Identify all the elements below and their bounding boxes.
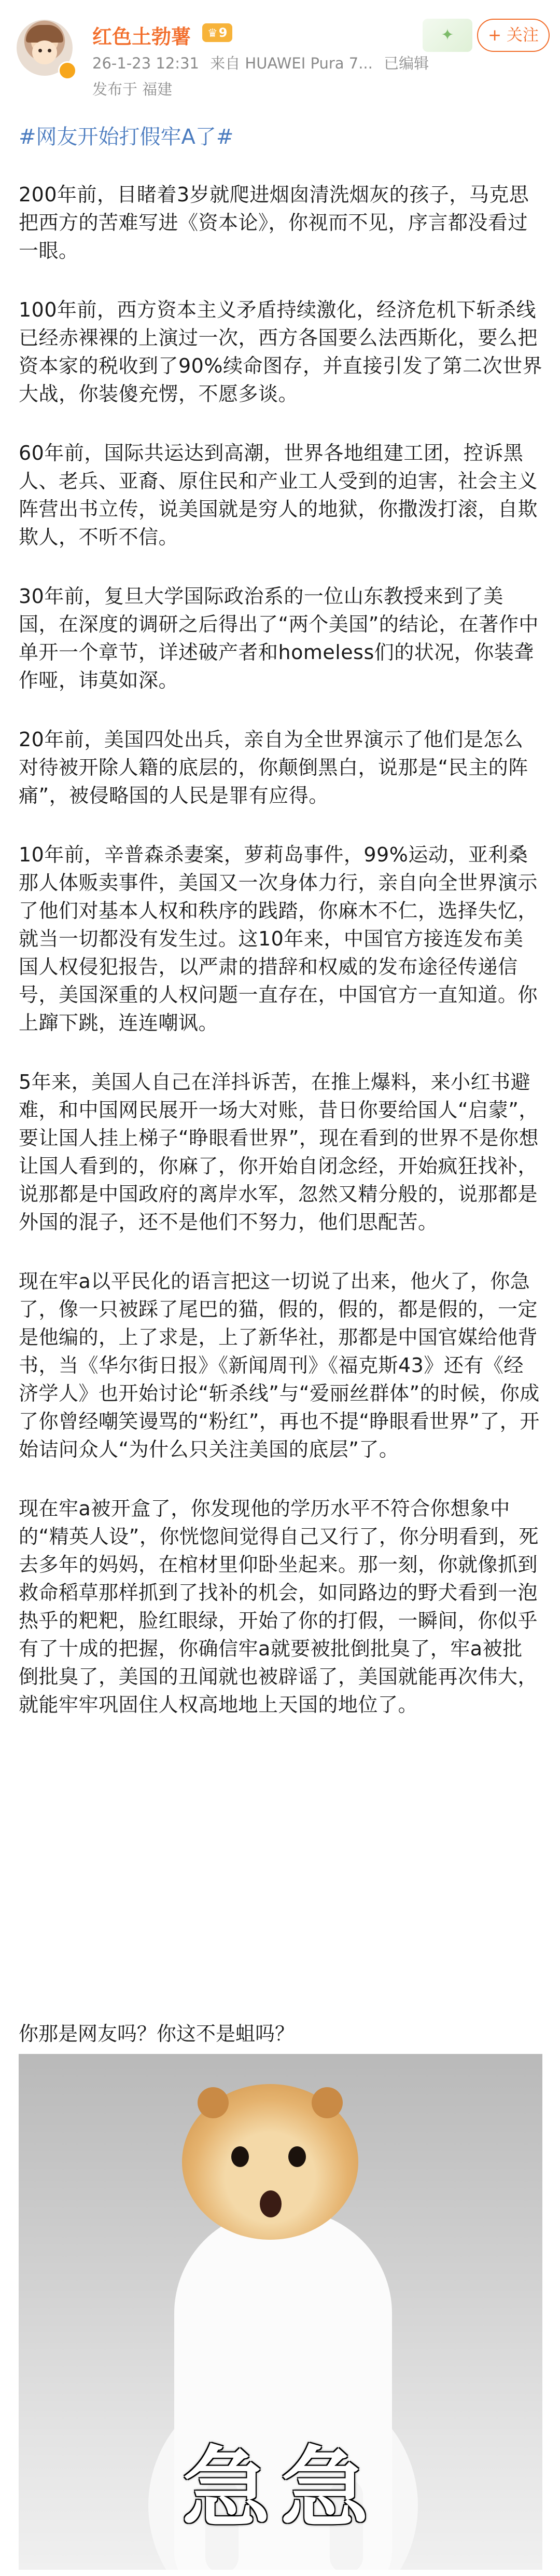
avatar-face (32, 40, 57, 64)
post-paragraph: 20年前，美国四处出兵，亲自为全世界演示了他们是怎么对待被开除人籍的底层的，你颠倒黑白，说那是“民主的阵痛”，被侵略国的人民是罪有应得。 (19, 728, 528, 807)
edited-label[interactable]: 已编辑 (384, 54, 429, 72)
meme-caption: 急急 (181, 2437, 379, 2540)
post-source: 来自 HUAWEI Pura 7... (210, 54, 373, 72)
post-content (19, 181, 542, 1750)
avatar-eye (48, 49, 51, 52)
crown-icon: ♛ (207, 27, 218, 40)
post-date: 26-1-23 12:31 (92, 54, 199, 72)
meme-image[interactable] (19, 2054, 542, 2570)
post-paragraph: 200年前，目睹着3岁就爬进烟囱清洗烟灰的孩子，马克思把西方的苦难写进《资本论》，你视而不见，序言都没看过一眼。 (19, 183, 529, 262)
hamster-ear (312, 2087, 343, 2118)
post-paragraph: 现在牢a以平民化的语言把这一切说了出来，他火了，你急了，像一只被踩了尾巴的猫，假的，假的，都是假的，一定是他编的，上了求是，上了新华社，那都是中国官媒给他背书，当《华尔街日报》《新闻周刊》《福克斯43》还有《经济学人》也开始讨论“斩杀线”与“爱丽丝群体”的时候，你成了你曾经嘲笑谩骂的“粉红”，再也不提“睁眼看世界”了，开始诘问众人“为什么只关注美国的底层”了。 (19, 1270, 540, 1461)
topic-hashtag[interactable]: #网友开始打假牢A了# (19, 125, 234, 149)
post-meta (92, 52, 435, 73)
hamster-eye (288, 2146, 306, 2167)
verified-icon (58, 61, 77, 80)
follow-button[interactable]: + 关注 (477, 19, 550, 52)
avatar-hat (26, 25, 63, 43)
fan-badge-icon[interactable]: ✦ (423, 19, 472, 52)
username[interactable]: 红色土勃薯 (92, 25, 191, 48)
post-location: 发布于 福建 (92, 80, 173, 98)
post-paragraph: 100年前，西方资本主义矛盾持续激化，经济危机下斩杀线已经赤裸裸的上演过一次，西方各国要么法西斯化，要么把资本家的税收到了90%续命图存，并直接引发了第二次世界大战，你装傻充愣，不愿多谈。 (19, 298, 542, 405)
hamster-mouth (260, 2190, 282, 2217)
post-header (0, 0, 560, 119)
hamster-eye (231, 2146, 249, 2167)
post-paragraph: 现在牢a被开盒了，你发现他的学历水平不符合你想象中的“精英人设”，你恍惚间觉得自己又行了，你分明看到，死去多年的妈妈，在棺材里仰卧坐起来。那一刻，你就像抓到救命稻草那样抓到了找补的机会，如同路边的野犬看到一泡热乎的粑粑，脸红眼绿，开始了你的打假，一瞬间，你似乎有了十成的把握，你确信牢a就要被批倒批臭了，牢a被批倒批臭了，美国的丑闻就也被辟谣了，美国就能再次伟大，就能牢牢巩固住人权高地地上天国的地位了。 (19, 1497, 539, 1716)
level-badge (202, 23, 232, 42)
level-number: 9 (218, 25, 228, 40)
avatar-eye (38, 49, 42, 52)
hamster-ear (198, 2087, 229, 2118)
post-paragraph: 5年来，美国人自己在洋抖诉苦，在推上爆料，来小红书避难，和中国网民展开一场大对账，昔日你要给国人“启蒙”，要让国人挂上梯子“睁眼看世界”，现在看到的世界不是你想让国人看到的，你麻了，你开始自闭念经，开始疯狂找补，说那都是中国政府的离岸水军，忽然又精分般的，说那都是外国的混子，还不是他们不努力，他们思配苦。 (19, 1071, 539, 1234)
post-paragraph: 30年前，复旦大学国际政治系的一位山东教授来到了美国，在深度的调研之后得出了“两个美国”的结论，在著作中单开一个章节，详述破产者和homeless们的状况，你装聋作哑，讳莫如深。 (19, 585, 539, 692)
post-paragraph: 60年前，国际共运达到高潮，世界各地组建工团，控诉黑人、老兵、亚裔、原住民和产业工人受到的迫害，社会主义阵营出书立传，说美国就是穷人的地狱，你撒泼打滚，自欺欺人，不听不信。 (19, 442, 538, 549)
closing-line: 你那是网友吗？你这不是蛆吗？ (19, 2022, 295, 2045)
hamster-face (182, 2084, 358, 2240)
post-paragraph: 10年前，辛普森杀妻案，萝莉岛事件，99%运动，亚利桑那人体贩卖事件，美国又一次身体力行，亲自向全世界演示了他们对基本人权和秩序的践踏，你麻木不仁，选择失忆，就当一切都没有发生过。这10年来，中国官方接连发布美国人权侵犯报告，以严肃的措辞和权威的发布途径传递信号，美国深重的人权问题一直存在，中国官方一直知道。你上蹿下跳，连连嘲讽。 (19, 843, 538, 1034)
